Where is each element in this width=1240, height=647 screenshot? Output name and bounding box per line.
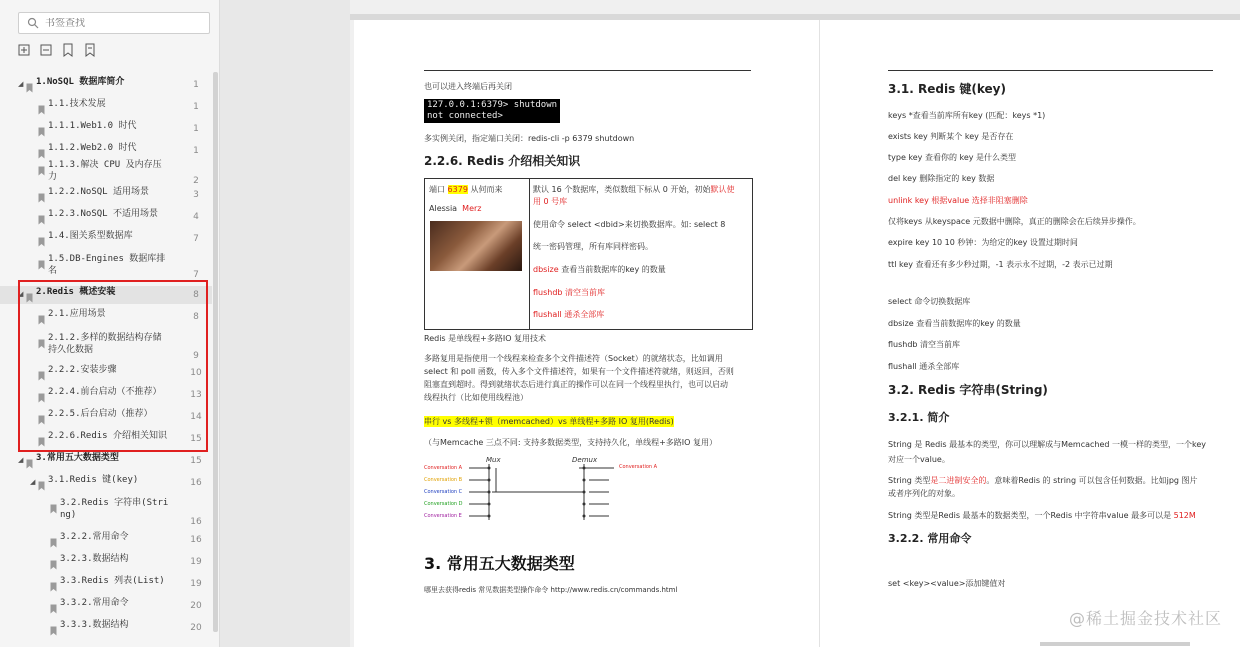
bookmark-icon (38, 161, 45, 171)
mux-paragraph-3: 阻塞直到超时。得到就绪状态后进行真正的操作可以在同一个线程里执行，也可以启动 (424, 380, 728, 389)
toc-item-label: 3.2.3.数据结构 (60, 554, 129, 564)
toc-item-label: 2.2.5.后台启动（推荐） (48, 409, 153, 419)
dbsize-desc: 查看当前数据库的key 的数量 (558, 265, 666, 274)
toc-page-number: 16 (190, 535, 202, 545)
expand-arrow-icon[interactable]: ◢ (18, 80, 24, 88)
toc-page-number: 1 (193, 146, 199, 156)
bookmark-search-box[interactable] (18, 12, 210, 34)
conversation-label: Conversation A (424, 465, 463, 471)
bookmark-icon (38, 144, 45, 154)
collapse-all-icon[interactable] (40, 43, 52, 57)
intro-text: 也可以进入终端后再关闭 (424, 82, 512, 91)
db-text-red: 默认使 (710, 185, 735, 194)
toc-page-number: 1 (193, 124, 199, 134)
unlink-note: 仅将keys 从keyspace 元数据中删除，真正的删除会在后续异步操作。 (888, 217, 1141, 226)
toc-item-label: 3.1.Redis 键(key) (48, 475, 139, 485)
string-desc-1a: String 是 Redis 最基本的类型，你可以理解成与Memcached 一模一样的类型，一个key (888, 440, 1207, 449)
port-pre: 端口 (429, 185, 448, 194)
toc-item-label: 3.3.3.数据结构 (60, 620, 129, 630)
redis-info-table (424, 178, 753, 330)
chapter-heading: 3. 常用五大数据类型 (424, 554, 575, 573)
str2-red: 是二进制安全的 (930, 476, 987, 485)
toc-page-number: 9 (193, 351, 199, 361)
toc-page-number: 8 (193, 290, 199, 300)
toc-item[interactable] (0, 142, 212, 160)
toc-item-label: 1.2.2.NoSQL 适用场景 (48, 187, 150, 197)
toc-item[interactable] (0, 474, 212, 492)
toc-item[interactable] (0, 553, 212, 571)
bookmark-icon (26, 454, 33, 464)
toc-item[interactable] (0, 186, 212, 204)
toc-page-number: 1 (193, 102, 199, 112)
toc-page-number: 15 (190, 456, 202, 466)
unlink-cmd: unlink key 根据value 选择非阻塞删除 (888, 196, 1028, 205)
terminal-line: 127.0.0.1:6379> shutdown (427, 100, 558, 110)
conversation-label: Conversation D (424, 501, 463, 507)
str3-red: 512M (1173, 511, 1196, 520)
page-left (354, 20, 819, 647)
conversation-label: Conversation E (424, 513, 462, 519)
toc-item-label: 1.2.3.NoSQL 不适用场景 (48, 209, 159, 219)
set-cmd: set <key><value>添加键值对 (888, 579, 1006, 588)
toc-item-label: 1.NoSQL 数据库简介 (36, 77, 125, 87)
redis-string-heading: 3.2. Redis 字符串(String) (888, 383, 1048, 397)
terminal-snippet (424, 99, 560, 123)
bookmark-sidebar (0, 0, 220, 647)
string-desc-1b: 对应一个value。 (888, 455, 950, 464)
toc-item-label: 2.1.2.多样的数据结构存储 持久化数据 (48, 333, 162, 355)
toc-page-number: 10 (190, 368, 202, 378)
bookmark-icon (26, 78, 33, 88)
toc-item-label: 1.4.图关系型数据库 (48, 231, 133, 241)
db-text: 默认 16 个数据库，类似数组下标从 0 开始，初始 (533, 185, 711, 194)
mux-lines (424, 454, 684, 530)
bookmark-icon (50, 621, 57, 631)
toc-page-number: 1 (193, 80, 199, 90)
toc-page-number: 14 (190, 412, 202, 422)
flushdb-cmd: flushdb 清空当前库 (888, 340, 961, 349)
toc-item-label: 2.2.4.前台启动（不推荐） (48, 387, 162, 397)
toc-item[interactable] (0, 230, 212, 248)
bookmark-icon (50, 533, 57, 543)
port-post: 从何而来 (467, 185, 503, 194)
type-cmd: type key 查看你的 key 是什么类型 (888, 153, 1017, 162)
compare-text: 串行 vs 多线程+锁（memcached）vs 单线程+多路 IO 复用(Redis) (424, 417, 674, 426)
toc-item-label: 3.3.2.常用命令 (60, 598, 129, 608)
bookmark-icon (50, 599, 57, 609)
bookmark-icon (50, 577, 57, 587)
toc-item[interactable] (0, 619, 212, 637)
toc-item[interactable] (0, 76, 212, 94)
intro-heading: 3.2.1. 简介 (888, 411, 950, 424)
mux-paragraph-1: 多路复用是指使用一个线程来检查多个文件描述符（Socket）的就绪状态，比如调用 (424, 354, 723, 363)
str2-pre: String 类型 (888, 476, 931, 485)
demux-label: Demux (572, 456, 598, 464)
toc-item-label: 2.2.6.Redis 介绍相关知识 (48, 431, 168, 441)
sidebar-scrollbar[interactable] (213, 72, 218, 632)
bookmark-icon (38, 232, 45, 242)
section-heading: 2.2.6. Redis 介绍相关知识 (424, 154, 581, 168)
redis-key-heading: 3.1. Redis 键(key) (888, 82, 1006, 96)
conversation-label: Conversation B (424, 477, 463, 483)
toc-page-number: 16 (190, 517, 202, 527)
toc-item[interactable] (0, 120, 212, 138)
toc-page-number: 20 (190, 623, 202, 633)
terminal-line: not connected> (427, 111, 503, 121)
password-text: 统一密码管理，所有库同样密码。 (533, 242, 653, 251)
toc-item-label: 2.Redis 概述安装 (36, 287, 116, 297)
port-origin-text (429, 184, 502, 195)
string-desc-3 (888, 510, 1196, 521)
search-icon (27, 17, 39, 29)
str2-post: 。意味着Redis 的 string 可以包含任何数据。比如jpg 图片 (986, 476, 1198, 485)
toc-item[interactable] (0, 452, 212, 470)
exists-cmd: exists key 判断某个 key 是否存在 (888, 132, 1014, 141)
select-cmd: select 命令切换数据库 (888, 297, 971, 306)
toc-item-label: 2.2.2.安装步骤 (48, 365, 117, 375)
header-rule (424, 70, 751, 71)
conversation-out-label: Conversation A (619, 464, 658, 470)
expand-arrow-icon[interactable]: ◢ (18, 290, 24, 298)
bookmark-icon (38, 100, 45, 110)
db-count-text (533, 184, 734, 195)
multi-instance-text: 多实例关闭，指定端口关闭：redis-cli -p 6379 shutdown (424, 134, 635, 143)
toc-item-label: 3.2.2.常用命令 (60, 532, 129, 542)
toc-item[interactable] (0, 98, 212, 116)
toc-item-label: 1.1.1.Web1.0 时代 (48, 121, 137, 131)
toc-item[interactable] (0, 575, 212, 593)
toc-page-number: 7 (193, 270, 199, 280)
toc-item[interactable] (0, 159, 212, 185)
flushall-text: flushall 通杀全部库 (533, 310, 605, 319)
toc-item[interactable] (0, 497, 212, 527)
toc-item-label: 1.1.技术发展 (48, 99, 106, 109)
watermark: @稀土掘金技术社区 (1068, 609, 1222, 628)
dbsize-text (533, 264, 666, 275)
toc-item-label: 2.1.应用场景 (48, 309, 106, 319)
expand-arrow-icon[interactable]: ◢ (18, 456, 24, 464)
toc-page-number: 19 (190, 579, 202, 589)
bookmark-icon[interactable] (84, 43, 96, 57)
toc-page-number: 4 (193, 212, 199, 222)
toc-page-number: 13 (190, 390, 202, 400)
commands-link-text[interactable]: 哪里去获得redis 常见数据类型操作命令 http://www.redis.cn/commands.html (424, 586, 678, 594)
toc-item-label: 3.常用五大数据类型 (36, 453, 119, 463)
header-rule (888, 70, 1213, 71)
toc-page-number: 2 (193, 176, 199, 186)
toc-item-label: 1.5.DB-Engines 数据库排 名 (48, 254, 166, 276)
bookmark-icon (38, 122, 45, 132)
add-bookmark-icon[interactable] (62, 43, 74, 57)
select-text: 使用命令 select <dbid>来切换数据库。如: select 8 (533, 220, 726, 229)
toc-page-number: 15 (190, 434, 202, 444)
page-right (819, 20, 1240, 647)
conversation-label: Conversation C (424, 489, 463, 495)
bookmark-icon (38, 210, 45, 220)
toc-item[interactable] (0, 531, 212, 549)
toc-page-number: 3 (193, 190, 199, 200)
red-highlight-annotation (18, 280, 208, 452)
port-number: 6379 (447, 185, 468, 194)
dbsize-cmd: dbsize 查看当前数据库的key 的数量 (888, 319, 1021, 328)
toc-item-label: 1.1.3.解决 CPU 及内存压 力 (48, 160, 162, 182)
toc-item[interactable] (0, 253, 212, 279)
multiplexing-diagram (424, 454, 684, 530)
db-default-text: 用 0 号库 (533, 197, 568, 206)
toc-page-number: 20 (190, 601, 202, 611)
flushall-cmd: flushall 通杀全部库 (888, 362, 960, 371)
str3-pre: String 类型是Redis 最基本的数据类型，一个Redis 中字符串value 最多可以是 (888, 511, 1174, 520)
toc-item[interactable] (0, 208, 212, 226)
bookmark-icon (38, 188, 45, 198)
keys-cmd: keys *查看当前库所有key (匹配：keys *1) (888, 111, 1046, 120)
memcache-note: （与Memcache 三点不同: 支持多数据类型，支持持久化，单线程+多路IO 复用） (424, 438, 717, 447)
document-viewport[interactable] (350, 0, 1240, 647)
single-thread-text: Redis 是单线程+多路IO 复用技术 (424, 334, 547, 343)
bookmark-icon (50, 499, 57, 509)
commands-heading: 3.2.2. 常用命令 (888, 532, 972, 545)
mux-paragraph-4: 线程执行（比如使用线程池） (424, 393, 528, 402)
horizontal-scrollbar[interactable] (1040, 642, 1190, 646)
name-last: Merz (462, 204, 482, 213)
toc-page-number: 7 (193, 234, 199, 244)
toc-page-number: 8 (193, 312, 199, 322)
dbsize-cmd: dbsize (533, 265, 559, 274)
mux-label: Mux (486, 456, 501, 464)
toc-item-label: 1.1.2.Web2.0 时代 (48, 143, 137, 153)
bookmark-search-input[interactable] (45, 18, 195, 29)
expire-cmd: expire key 10 10 秒钟：为给定的key 设置过期时间 (888, 238, 1078, 247)
expand-all-icon[interactable] (18, 43, 30, 57)
toc-item-label: 3.2.Redis 字符串(Stri ng) (60, 498, 169, 520)
portrait-photo (430, 221, 522, 271)
name-text (429, 203, 481, 214)
expand-arrow-icon[interactable]: ◢ (30, 478, 36, 486)
mux-paragraph-2: select 和 poll 函数，传入多个文件描述符，如果有一个文件描述符就绪，则返回，否则 (424, 367, 734, 376)
flushdb-text: flushdb 清空当前库 (533, 288, 606, 297)
toc-item[interactable] (0, 597, 212, 615)
ttl-cmd: ttl key 查看还有多少秒过期，-1 表示永不过期，-2 表示已过期 (888, 260, 1113, 269)
bookmark-icon (38, 255, 45, 265)
toc-item-label: 3.3.Redis 列表(List) (60, 576, 165, 586)
del-cmd: del key 删除指定的 key 数据 (888, 174, 995, 183)
bookmark-toolbar (18, 43, 96, 57)
string-desc-2b: 或者序列化的对象。 (888, 489, 960, 498)
name-first: Alessia (429, 204, 458, 213)
toc-page-number: 19 (190, 557, 202, 567)
string-desc-2 (888, 475, 1198, 486)
toc-page-number: 16 (190, 478, 202, 488)
bookmark-icon (38, 476, 45, 486)
bookmark-icon (50, 555, 57, 565)
